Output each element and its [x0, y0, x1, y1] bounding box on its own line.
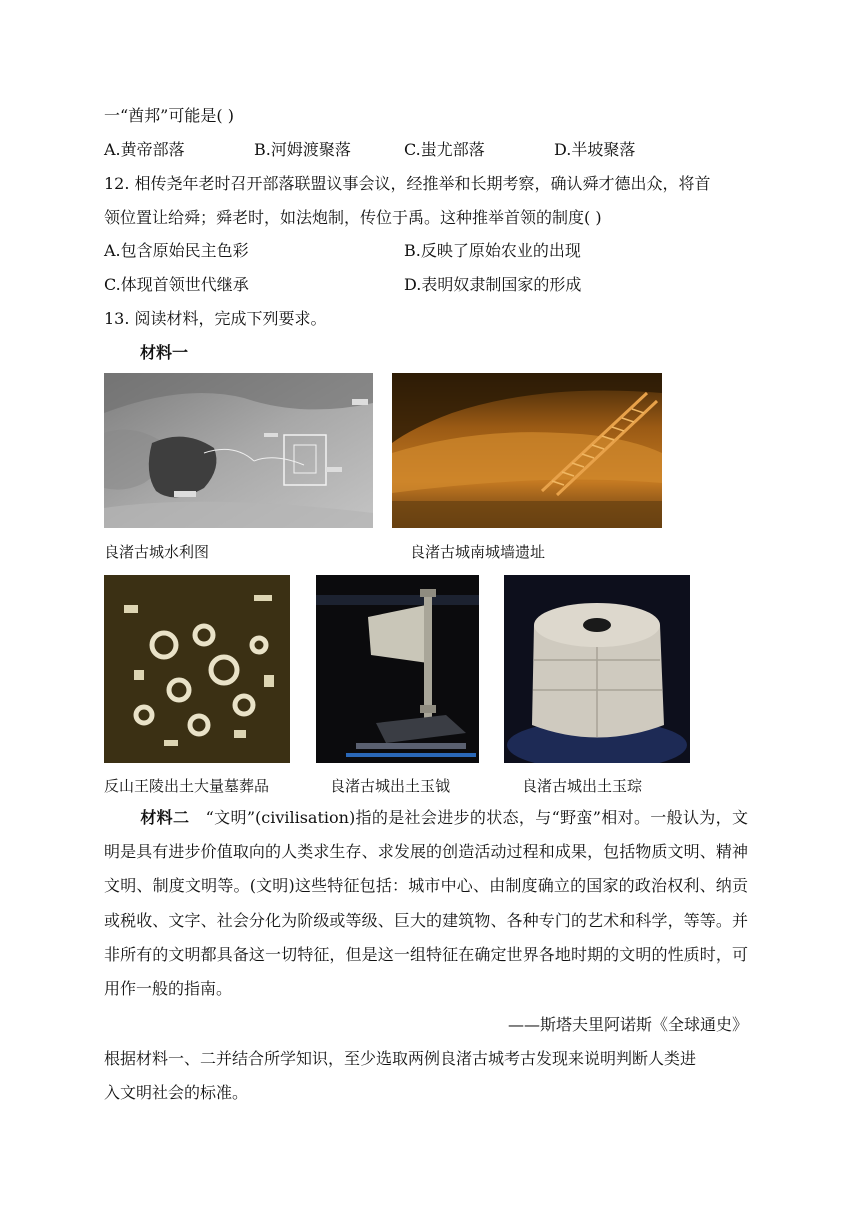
- material2-text: “文明”(civilisation)指的是社会进步的状态，与“野蛮”相对。一般认为，文明是具有进步价值取向的人类求生存、求发展的创造活动过程和成果，包括物质文明、精神文明、制度文明等。(文明)这些特征包括：城市中心、由制度确立的国家的政治权利、纳贡或税收、文字、社会分化为阶级或等级、巨大的建筑物、各种专门的艺术和科学，等等。并非所有的文明都具备这一切特征，但是这一组特征在确定世界各地时期的文明的性质时，可用作一般的指南。: [104, 808, 748, 999]
- material2-source: ——斯塔夫里阿诺斯《全球通史》: [507, 1015, 748, 1034]
- q12-option-c: C.体现首领世代继承: [104, 275, 249, 294]
- q11-stem-tail: 一“酋邦”可能是( ): [104, 106, 234, 125]
- q12-stem-line1: 12. 相传尧年老时召开部落联盟议事会议，经推举和长期考察，确认舜才德出众，将首: [104, 174, 711, 193]
- south-wall-image: [392, 373, 662, 528]
- caption-hydraulic-map: 良渚古城水利图: [104, 543, 210, 561]
- caption-jade-yue: 良渚古城出土玉钺: [330, 777, 451, 795]
- material1-label: 材料一: [140, 343, 189, 362]
- q12-option-d: D.表明奴隶制国家的形成: [404, 275, 582, 294]
- q12-option-b: B.反映了原始农业的出现: [404, 241, 581, 260]
- q11-option-b: B.河姆渡聚落: [254, 140, 351, 159]
- caption-south-wall: 良渚古城南城墙遗址: [410, 543, 546, 561]
- material2-paragraph: [104, 801, 748, 1006]
- q12-option-a: A.包含原始民主色彩: [104, 241, 249, 260]
- q11-option-d: D.半坡聚落: [554, 140, 636, 159]
- caption-jade-cong: 良渚古城出土玉琮: [522, 777, 643, 795]
- q11-option-a: A.黄帝部落: [104, 140, 185, 159]
- jade-yue-image: [316, 575, 479, 763]
- q13-question-line1: 根据材料一、二并结合所学知识，至少选取两例良渚古城考古发现来说明判断人类进: [104, 1049, 697, 1068]
- q12-stem-line2: 领位置让给舜；舜老时，如法炮制，传位于禹。这种推举首领的制度( ): [104, 208, 602, 227]
- tomb-artifacts-image: [104, 575, 290, 763]
- material2-label: 材料二: [140, 808, 190, 827]
- jade-cong-image: [504, 575, 690, 763]
- caption-tomb-artifacts: 反山王陵出土大量墓葬品: [104, 777, 270, 795]
- q13-question-line2: 入文明社会的标准。: [104, 1083, 249, 1102]
- q13-stem: 13. 阅读材料，完成下列要求。: [104, 309, 327, 328]
- hydraulic-map-image: [104, 373, 373, 528]
- q11-option-c: C.蚩尤部落: [404, 140, 485, 159]
